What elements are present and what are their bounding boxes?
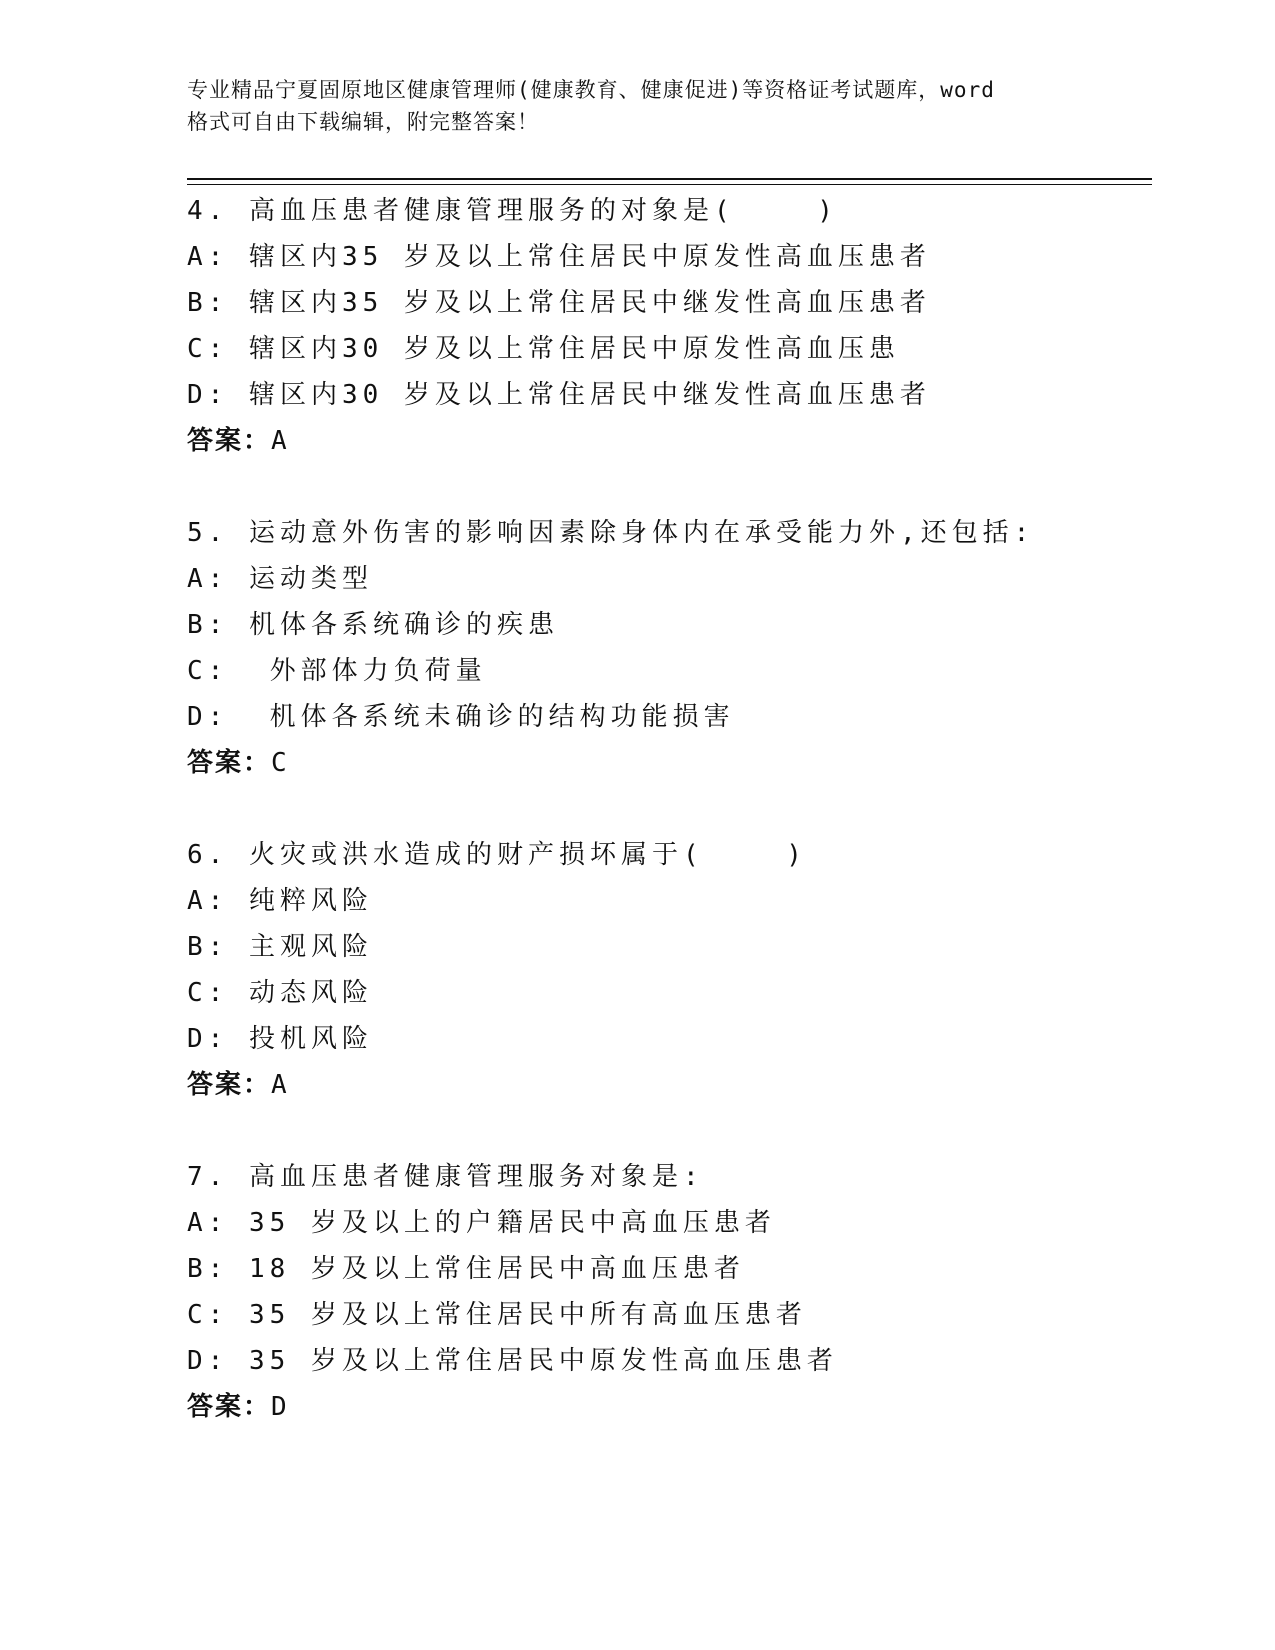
- option-a: A: 辖区内35 岁及以上常住居民中原发性高血压患者: [187, 242, 931, 272]
- answer-value: D: [271, 1392, 289, 1422]
- option-c: C: 35 岁及以上常住居民中所有高血压患者: [187, 1300, 807, 1330]
- question-7: [187, 1154, 1147, 1430]
- option-a: A: 纯粹风险: [187, 886, 373, 916]
- header-note-line-1: 专业精品宁夏固原地区健康管理师(健康教育、健康促进)等资格证考试题库，word: [187, 78, 995, 102]
- answer-value: C: [271, 748, 289, 778]
- option-c: C: 外部体力负荷量: [187, 656, 487, 686]
- option-c: C: 辖区内30 岁及以上常住居民中原发性高血压患: [187, 334, 900, 364]
- answer-row: [187, 1384, 1147, 1430]
- option-b: B: 18 岁及以上常住居民中高血压患者: [187, 1254, 745, 1284]
- header-divider-thick: [187, 178, 1152, 180]
- option-c: C: 动态风险: [187, 978, 373, 1008]
- question-4: [187, 188, 1147, 464]
- option-a: A: 35 岁及以上的户籍居民中高血压患者: [187, 1208, 776, 1238]
- header-divider-thin: [187, 184, 1152, 185]
- header-note: [187, 74, 1087, 138]
- answer-label: 答案：: [187, 426, 272, 456]
- option-d: D: 辖区内30 岁及以上常住居民中继发性高血压患者: [187, 380, 931, 410]
- option-d: D: 35 岁及以上常住居民中原发性高血压患者: [187, 1346, 838, 1376]
- answer-value: A: [271, 426, 289, 456]
- answer-label: 答案：: [187, 1392, 272, 1422]
- question-stem: 7. 高血压患者健康管理服务对象是:: [187, 1162, 704, 1192]
- header-note-line-2: 格式可自由下载编辑，附完整答案！: [187, 110, 539, 134]
- question-stem: 4. 高血压患者健康管理服务的对象是( ): [187, 196, 838, 226]
- answer-label: 答案：: [187, 748, 272, 778]
- option-d: D: 机体各系统未确诊的结构功能损害: [187, 702, 735, 732]
- question-stem: 6. 火灾或洪水造成的财产损坏属于( ): [187, 840, 807, 870]
- answer-label: 答案：: [187, 1070, 272, 1100]
- question-list: [187, 188, 1147, 1476]
- answer-row: [187, 740, 1147, 786]
- question-5: [187, 510, 1147, 786]
- question-6: [187, 832, 1147, 1108]
- answer-row: [187, 1062, 1147, 1108]
- option-b: B: 辖区内35 岁及以上常住居民中继发性高血压患者: [187, 288, 931, 318]
- option-a: A: 运动类型: [187, 564, 373, 594]
- answer-value: A: [271, 1070, 289, 1100]
- option-b: B: 机体各系统确诊的疾患: [187, 610, 559, 640]
- option-d: D: 投机风险: [187, 1024, 373, 1054]
- option-b: B: 主观风险: [187, 932, 373, 962]
- answer-row: [187, 418, 1147, 464]
- question-stem: 5. 运动意外伤害的影响因素除身体内在承受能力外,还包括:: [187, 518, 1035, 548]
